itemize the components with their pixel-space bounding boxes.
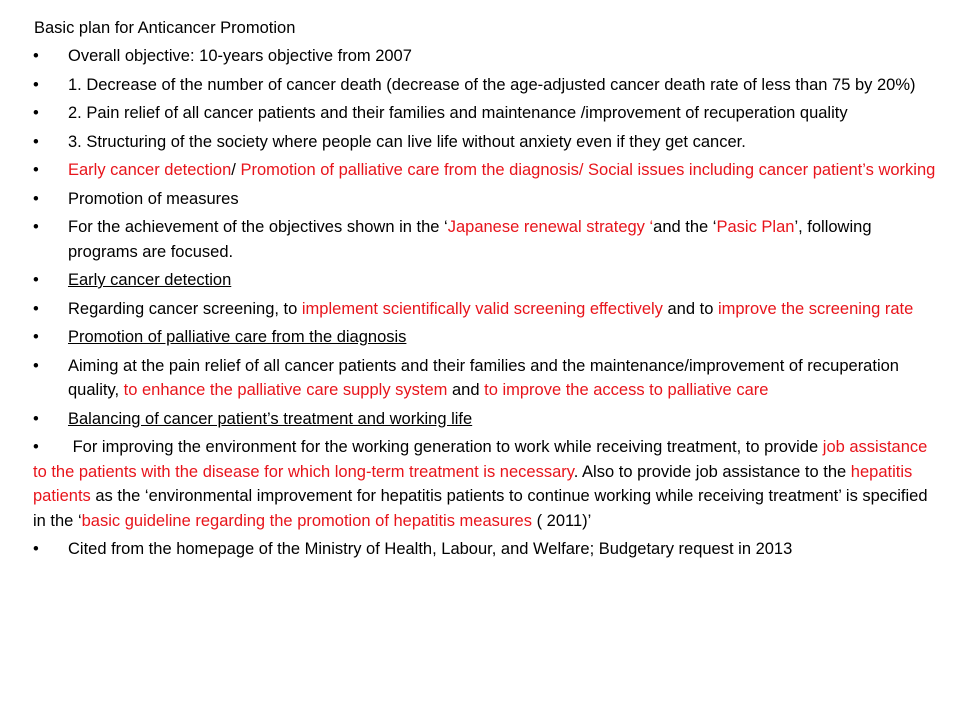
bullet-icon: • [33,104,39,122]
bullet-item [33,537,938,562]
bullet-text: ’, following programs are focused. [68,218,872,261]
bullet-icon: • [33,271,39,289]
highlighted-text: to improve the access to palliative care [484,381,769,399]
bullet-icon: • [33,356,39,375]
bullet-icon: • [33,540,39,558]
bullet-item [33,354,938,403]
bullet-item [33,130,938,155]
section-heading: Balancing of cancer patient’s treatment and working life [68,409,473,428]
bullet-icon: • [33,328,39,346]
bullet-item [33,268,938,293]
bullet-text: 2. Pain relief of all cancer patients and their families and maintenance /improvement of recuperation quality [68,104,848,122]
bullet-item [33,215,938,264]
bullet-text: and the ‘ [653,218,717,236]
bullet-item [33,297,938,322]
bullet-list [33,44,938,566]
highlighted-text: hepatitis patients [33,462,913,505]
highlighted-text: to enhance the palliative care supply system [123,381,448,399]
bullet-text: 3. Structuring of the society where people can live life without anxiety even if they get cancer. [68,132,746,151]
highlighted-text: implement scientifically valid screening effectively [301,299,663,318]
bullet-icon: • [33,409,39,428]
bullet-text: and [447,381,485,399]
highlighted-text: Early cancer detection [68,161,232,179]
bullet-text: Cited from the homepage of the Ministry of Health, Labour, and Welfare; Budgetary request in 2013 [68,540,793,558]
bullet-text: / [231,161,241,179]
bullet-item [33,44,938,69]
highlighted-text: improve the screening rate [717,299,914,318]
bullet-item [33,325,938,350]
bullet-icon: • [33,218,39,236]
bullet-icon: • [33,299,39,318]
bullet-item [33,407,938,432]
bullet-icon: • [33,47,39,65]
bullet-text: 1. Decrease of the number of cancer death (decrease of the age-adjusted cancer death rate of less than 75 by 20%) [68,75,916,94]
bullet-text: as the ‘environmental improvement for hepatitis patients to continue working while receiving treatment’ is specified in the ‘ [33,487,928,530]
bullet-text: For the achievement of the objectives shown in the ‘ [68,218,448,236]
highlighted-text: Pasic Plan [716,218,795,236]
bullet-text: For improving the environment for the working generation to work while receiving treatment, to provide [68,438,823,456]
bullet-text: ( 2011)’ [531,511,592,530]
bullet-text: . Also to provide job assistance to the [573,462,851,481]
bullet-icon: • [33,75,39,94]
highlighted-text: basic guideline regarding the promotion of hepatitis measures [81,511,532,530]
bullet-item [33,73,938,98]
bullet-item [33,435,938,533]
section-heading: Early cancer detection [68,271,232,289]
bullet-icon: • [33,189,39,208]
highlighted-text: Promotion of palliative care from the diagnosis/ Social issues including cancer patient’s working [240,161,936,179]
bullet-text: and to [662,299,718,318]
bullet-text: Overall objective: 10-years objective from 2007 [68,47,412,65]
bullet-icon: • [33,161,39,179]
bullet-item [33,158,938,183]
highlighted-text: job assistance to the patients with the disease for which long-term treatment is necessary [33,438,928,481]
bullet-item [33,101,938,126]
highlighted-text: Japanese renewal strategy ‘ [447,218,654,236]
slide-title: Basic plan for Anticancer Promotion [34,19,296,37]
bullet-text: Regarding cancer screening, to [68,299,302,318]
section-heading: Promotion of palliative care from the diagnosis [68,328,407,346]
bullet-text: Promotion of measures [68,189,239,208]
bullet-icon: • [33,438,39,456]
bullet-icon: • [33,132,39,151]
bullet-item [33,187,938,212]
bullet-text: Aiming at the pain relief of all cancer patients and their families and the maintenance/improvement of recuperation quality, [68,356,899,399]
